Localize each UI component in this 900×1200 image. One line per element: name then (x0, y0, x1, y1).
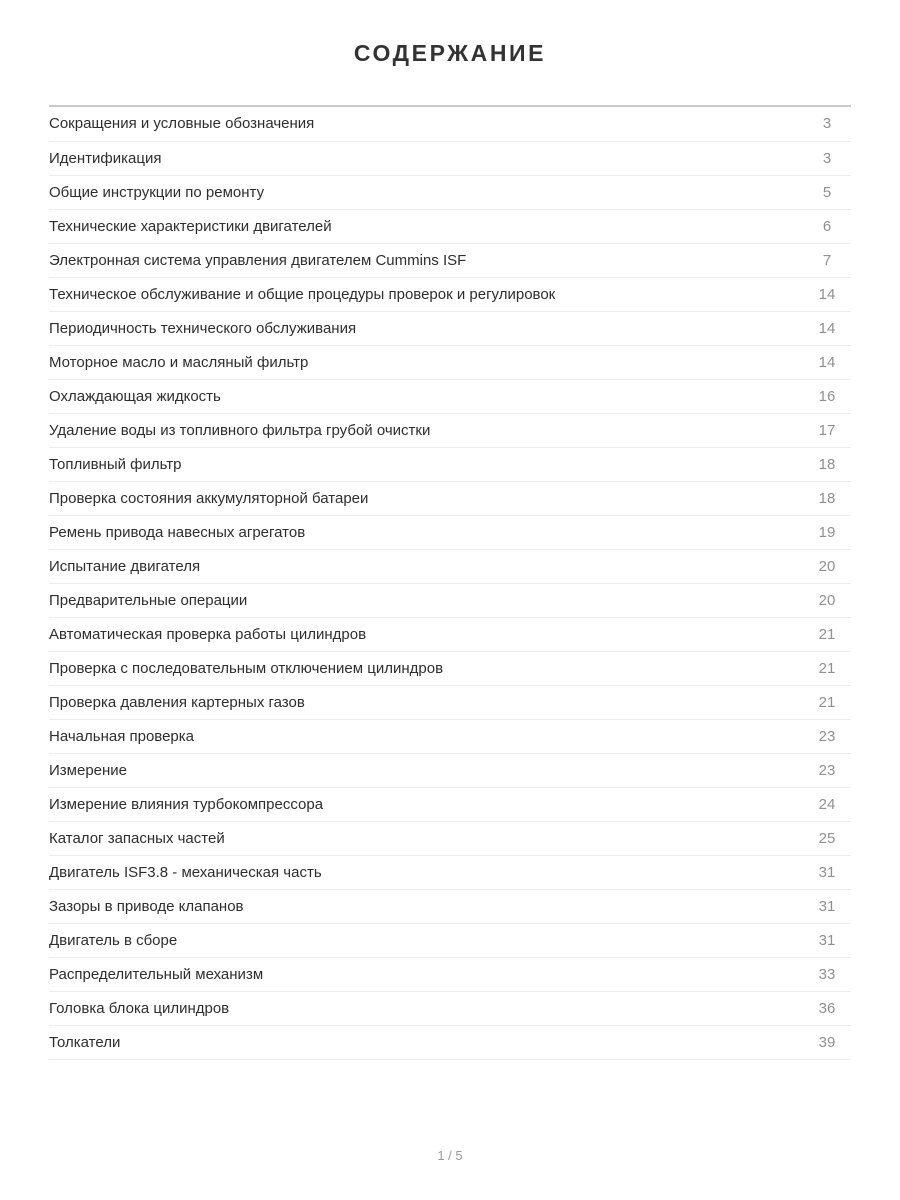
toc-entry-label: Головка блока цилиндров (49, 999, 230, 1017)
toc-entry-page-number: 14 (818, 319, 836, 337)
toc-entry-page-number: 39 (818, 1033, 836, 1051)
toc-entry[interactable] (49, 107, 851, 142)
toc-entry-label: Проверка состояния аккумуляторной батареи (49, 489, 369, 507)
toc-entry-page-number: 20 (818, 591, 836, 609)
toc-entry-page-number: 3 (822, 115, 832, 132)
toc-entry-page-number: 18 (818, 489, 836, 507)
toc-entry[interactable] (49, 176, 851, 210)
toc-entry-label: Двигатель ISF3.8 - механическая часть (49, 863, 322, 881)
toc-entry[interactable] (49, 958, 851, 992)
toc-entry[interactable] (49, 618, 851, 652)
toc-entry-page-number: 3 (822, 149, 832, 167)
toc-entry-page-number: 14 (818, 353, 836, 371)
toc-entry-label: Двигатель в сборе (49, 931, 178, 949)
table-of-contents (49, 105, 851, 1060)
toc-entry-page-number: 23 (818, 727, 836, 745)
toc-entry[interactable] (49, 244, 851, 278)
toc-entry-page-number: 5 (822, 183, 832, 201)
toc-entry[interactable] (49, 516, 851, 550)
toc-entry[interactable] (49, 584, 851, 618)
page-footer: 1 / 5 (437, 1148, 463, 1163)
toc-entry[interactable] (49, 210, 851, 244)
toc-entry-page-number: 33 (818, 965, 836, 983)
toc-entry-label: Начальная проверка (49, 727, 195, 745)
toc-entry[interactable] (49, 924, 851, 958)
toc-entry-page-number: 36 (818, 999, 836, 1017)
toc-entry-page-number: 21 (818, 659, 836, 677)
toc-entry-label: Толкатели (49, 1033, 121, 1051)
toc-entry[interactable] (49, 448, 851, 482)
toc-entry-page-number: 16 (818, 387, 836, 405)
toc-entry-page-number: 21 (818, 625, 836, 643)
toc-entry[interactable] (49, 754, 851, 788)
toc-entry[interactable] (49, 890, 851, 924)
toc-entry-label: Общие инструкции по ремонту (49, 183, 265, 201)
toc-entry[interactable] (49, 312, 851, 346)
toc-entry-label: Техническое обслуживание и общие процедуры проверок и регулировок (49, 285, 556, 303)
toc-entry-label: Испытание двигателя (49, 557, 201, 575)
toc-entry-page-number: 6 (822, 217, 832, 235)
toc-entry-label: Идентификация (49, 149, 162, 167)
toc-entry-label: Предварительные операции (49, 591, 248, 609)
toc-entry-label: Сокращения и условные обозначения (49, 115, 315, 132)
toc-entry-page-number: 23 (818, 761, 836, 779)
toc-entry-page-number: 31 (818, 897, 836, 915)
toc-entry[interactable] (49, 278, 851, 312)
toc-entry-label: Ремень привода навесных агрегатов (49, 523, 306, 541)
toc-entry-label: Зазоры в приводе клапанов (49, 897, 244, 915)
toc-entry[interactable] (49, 1026, 851, 1060)
toc-entry-label: Измерение влияния турбокомпрессора (49, 795, 324, 813)
toc-entry[interactable] (49, 856, 851, 890)
toc-entry[interactable] (49, 992, 851, 1026)
toc-entry[interactable] (49, 380, 851, 414)
toc-entry-label: Проверка давления картерных газов (49, 693, 305, 711)
toc-entry-page-number: 14 (818, 285, 836, 303)
toc-entry-page-number: 25 (818, 829, 836, 847)
toc-entry-label: Периодичность технического обслуживания (49, 319, 357, 337)
toc-entry-label: Моторное масло и масляный фильтр (49, 353, 309, 371)
toc-entry-page-number: 24 (818, 795, 836, 813)
toc-entry-page-number: 7 (822, 251, 832, 269)
toc-entry[interactable] (49, 720, 851, 754)
toc-entry[interactable] (49, 686, 851, 720)
toc-entry[interactable] (49, 652, 851, 686)
toc-entry-page-number: 17 (818, 421, 836, 439)
toc-entry-page-number: 21 (818, 693, 836, 711)
page-title: СОДЕРЖАНИЕ (353, 40, 547, 66)
toc-entry[interactable] (49, 822, 851, 856)
toc-entry-label: Автоматическая проверка работы цилиндров (49, 625, 367, 643)
toc-entry-label: Электронная система управления двигателем Cummins ISF (49, 251, 467, 269)
toc-entry[interactable] (49, 788, 851, 822)
toc-entry-page-number: 18 (818, 455, 836, 473)
toc-entry-label: Каталог запасных частей (49, 829, 225, 847)
toc-entry-label: Удаление воды из топливного фильтра грубой очистки (49, 421, 431, 439)
toc-entry-label: Распределительный механизм (49, 965, 264, 983)
toc-entry[interactable] (49, 346, 851, 380)
toc-entry[interactable] (49, 550, 851, 584)
toc-entry-label: Проверка с последовательным отключением цилиндров (49, 659, 444, 677)
toc-entry-page-number: 20 (818, 557, 836, 575)
toc-entry-label: Топливный фильтр (49, 455, 182, 473)
toc-entry-page-number: 31 (818, 863, 836, 881)
toc-entry-page-number: 31 (818, 931, 836, 949)
toc-entry[interactable] (49, 142, 851, 176)
toc-entry[interactable] (49, 414, 851, 448)
toc-entry-label: Технические характеристики двигателей (49, 217, 332, 235)
toc-entry-page-number: 19 (818, 523, 836, 541)
toc-entry[interactable] (49, 482, 851, 516)
toc-entry-label: Измерение (49, 761, 128, 779)
toc-entry-label: Охлаждающая жидкость (49, 387, 221, 405)
